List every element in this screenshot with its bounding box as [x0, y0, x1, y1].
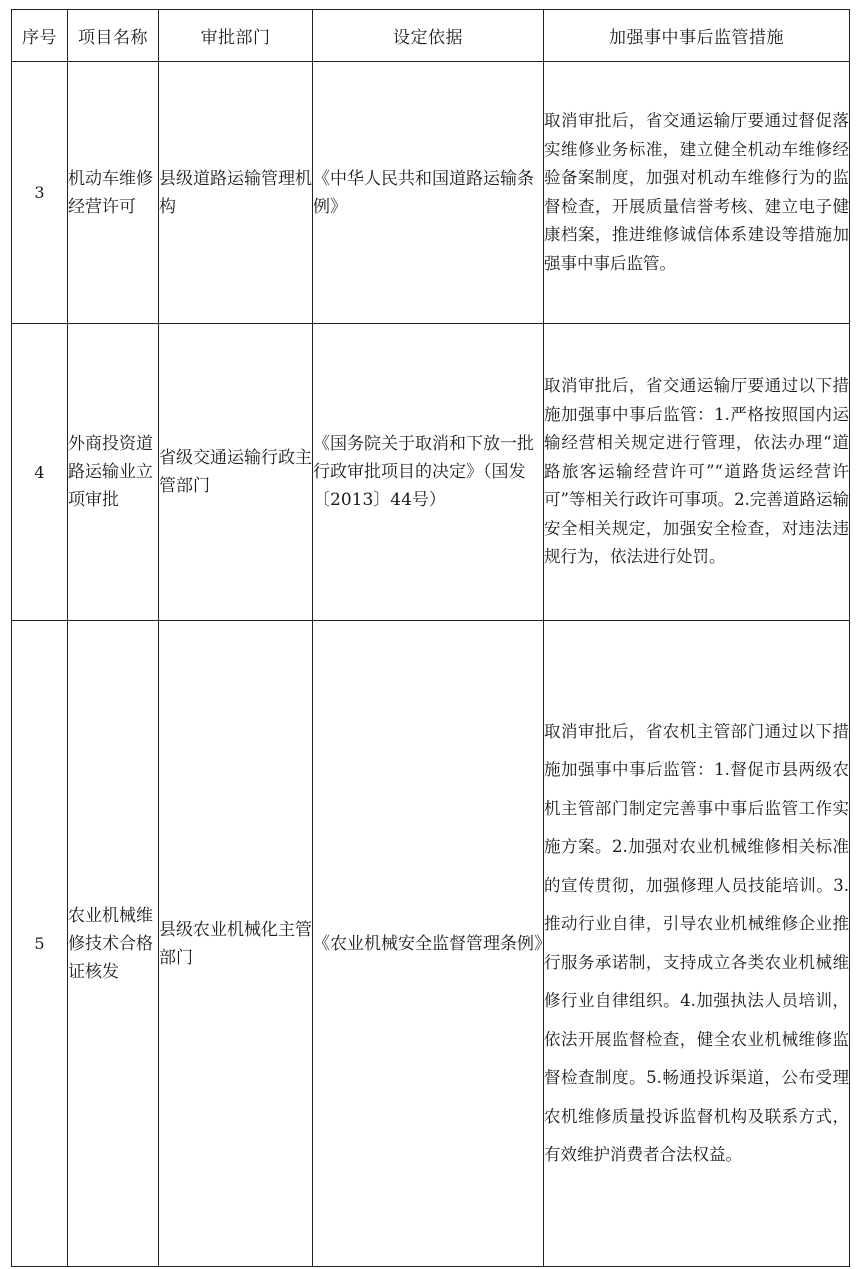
row-approval-dept: 县级道路运输管理机构 [159, 62, 313, 324]
row-item-name: 农业机械维修技术合格证核发 [68, 621, 159, 1267]
table-header-row [12, 10, 850, 62]
row-seq: 4 [12, 324, 68, 621]
row-approval-dept: 省级交通运输行政主管部门 [159, 324, 313, 621]
row-item-name: 外商投资道路运输业立项审批 [68, 324, 159, 621]
row-measures: 取消审批后，省交通运输厅要通过督促落实维修业务标准，建立健全机动车维修经验备案制度，加强对机动车维修行为的监督检查，开展质量信誉考核、建立电子健康档案，推进维修诚信体系建设等措施加强事中事后监管。 [544, 62, 850, 324]
row-measures: 取消审批后，省交通运输厅要通过以下措施加强事中事后监管：1.严格按照国内运输经营相关规定进行管理，依法办理“道路旅客运输经营许可”“道路货运经营许可”等相关行政许可事项。2.完善道路运输安全相关规定，加强安全检查，对违法违规行为，依法进行处罚。 [544, 324, 850, 621]
table-row [12, 62, 850, 324]
row-item-name: 机动车维修经营许可 [68, 62, 159, 324]
table-row [12, 621, 850, 1267]
row-basis: 《国务院关于取消和下放一批行政审批项目的决定》（国发〔2013〕44号） [313, 324, 544, 621]
row-seq: 5 [12, 621, 68, 1267]
row-measures: 取消审批后，省农机主管部门通过以下措施加强事中事后监管：1.督促市县两级农机主管部门制定完善事中事后监管工作实施方案。2.加强对农业机械维修相关标准的宣传贯彻，加强修理人员技能培训。3.推动行业自律，引导农业机械维修企业推行服务承诺制，支持成立各类农业机械维修行业自律组织。4.加强执法人员培训，依法开展监督检查，健全农业机械维修监督检查制度。5.畅通投诉渠道，公布受理农机维修质量投诉监督机构及联系方式，有效维护消费者合法权益。 [544, 621, 850, 1267]
row-seq: 3 [12, 62, 68, 324]
header-approval-dept: 审批部门 [159, 10, 313, 62]
table-row [12, 324, 850, 621]
row-approval-dept: 县级农业机械化主管部门 [159, 621, 313, 1267]
header-measures: 加强事中事后监管措施 [544, 10, 850, 62]
header-item-name: 项目名称 [68, 10, 159, 62]
row-basis: 《农业机械安全监督管理条例》 [313, 621, 544, 1267]
header-basis: 设定依据 [313, 10, 544, 62]
header-seq: 序号 [12, 10, 68, 62]
row-basis: 《中华人民共和国道路运输条例》 [313, 62, 544, 324]
approval-items-table [11, 9, 850, 1267]
